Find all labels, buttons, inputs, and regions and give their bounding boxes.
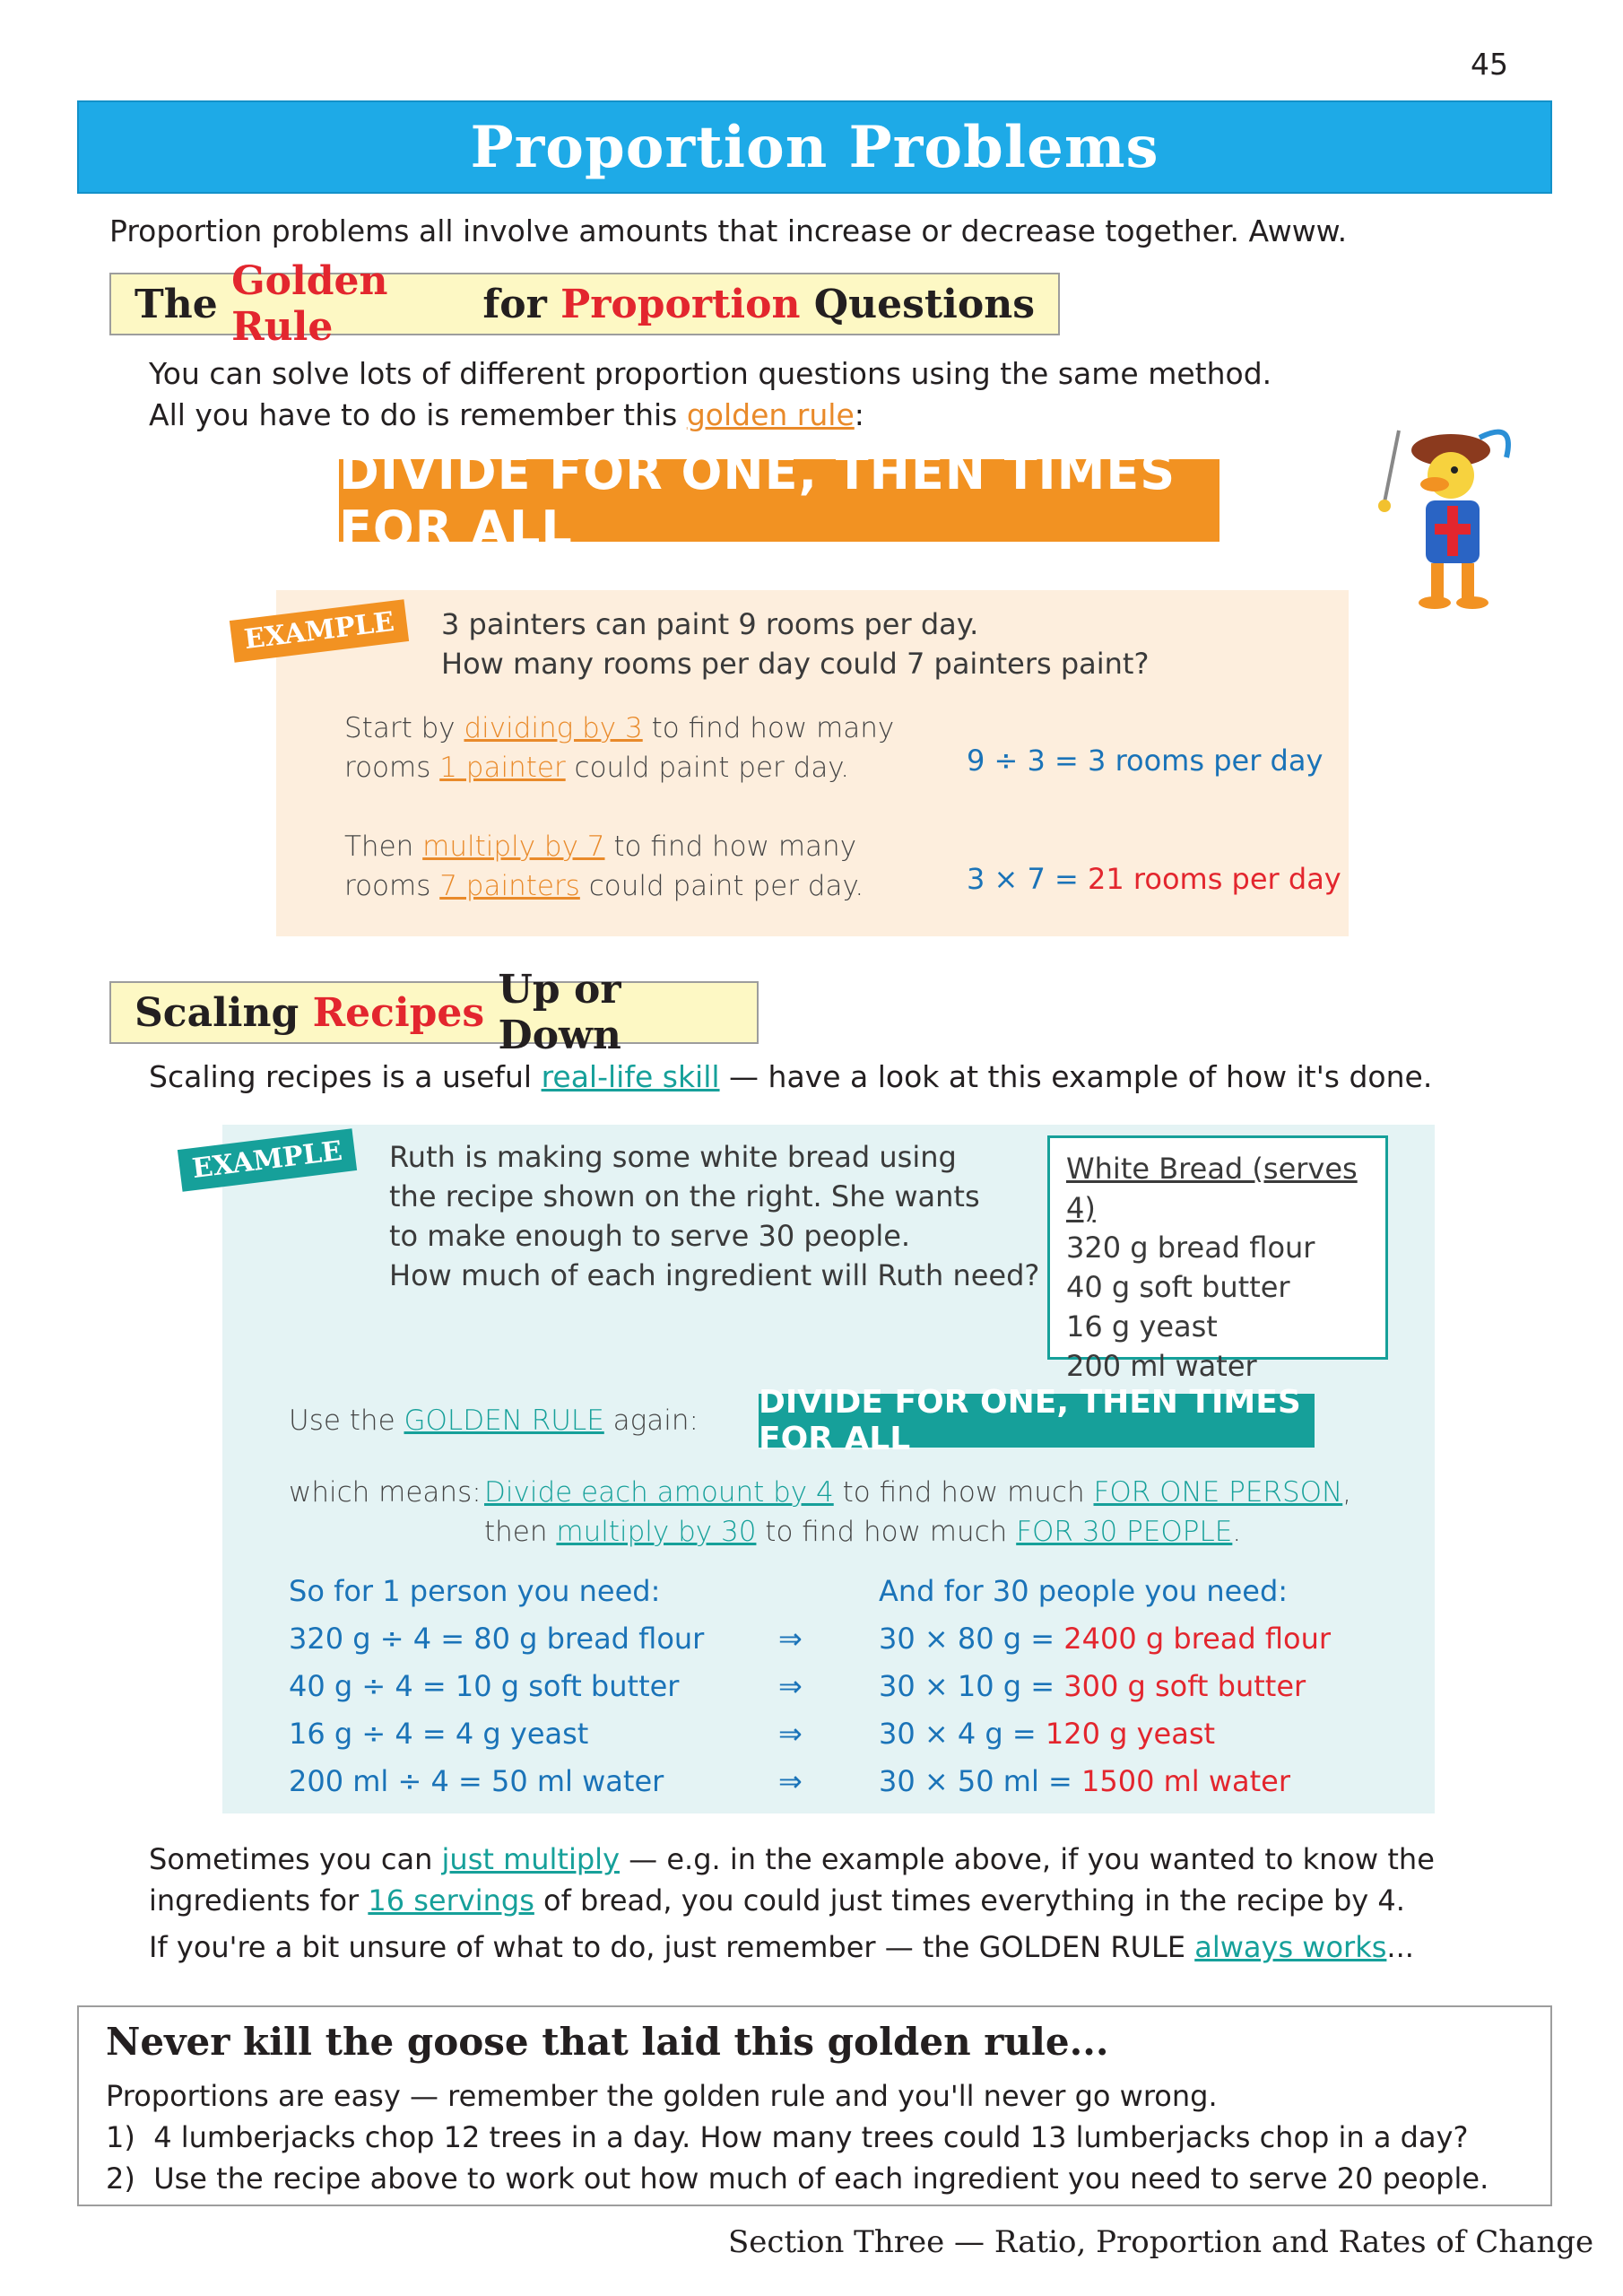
example-badge: EXAMPLE xyxy=(178,1128,357,1192)
text: of bread, you could just times everything in the recipe by 4. xyxy=(534,1883,1405,1918)
golden-rule-line: You can solve lots of different proportion questions using the same method. xyxy=(149,356,1272,391)
per-person-column xyxy=(289,1568,704,1805)
implies-arrow: ⇒ xyxy=(778,1764,803,1798)
heading-text: Up or Down xyxy=(498,967,621,1058)
text: could paint per day. xyxy=(565,752,850,784)
summary-box xyxy=(77,2005,1552,2206)
text: . xyxy=(1232,1516,1242,1548)
summary-line: Proportions are easy — remember the golden rule and you'll never go wrong. xyxy=(106,2079,1218,2113)
example2-question xyxy=(389,1137,1039,1295)
means-label: which means: xyxy=(289,1476,482,1509)
text: rooms xyxy=(344,870,440,902)
calc-row: 200 ml ÷ 4 = 50 ml water xyxy=(289,1764,664,1798)
example1-step2 xyxy=(344,827,864,906)
text: Start by xyxy=(344,712,464,744)
text: 30 × 50 ml = xyxy=(879,1764,1081,1798)
implies-arrow: ⇒ xyxy=(778,1669,803,1703)
step-link: 7 painters xyxy=(439,870,580,902)
calc-row xyxy=(879,1710,1331,1758)
text: then xyxy=(484,1516,557,1548)
question-line: How much of each ingredient will Ruth need? xyxy=(389,1258,1040,1292)
recipe-item: 200 ml water xyxy=(1066,1349,1257,1383)
question-item xyxy=(106,2158,1488,2199)
calc-row xyxy=(879,1758,1331,1805)
column-heading: And for 30 people you need: xyxy=(879,1574,1289,1608)
step-line xyxy=(344,709,894,748)
calc-row: 16 g ÷ 4 = 4 g yeast xyxy=(289,1717,589,1751)
recipe-title: White Bread (serves 4) xyxy=(1066,1152,1358,1225)
calc-row: 320 g ÷ 4 = 80 g bread flour xyxy=(289,1622,705,1656)
step-line xyxy=(344,748,894,787)
calc-row xyxy=(879,1615,1331,1663)
golden-rule-banner-text: DIVIDE FOR ONE, THEN TIMES FOR ALL xyxy=(339,444,1176,557)
means-text xyxy=(484,1473,1351,1552)
text: Sometimes you can xyxy=(149,1842,442,1876)
text: — have a look at this example of how it's done. xyxy=(719,1059,1433,1094)
step-line xyxy=(344,866,864,906)
closing-link: 16 servings xyxy=(368,1883,534,1918)
golden-rule-banner xyxy=(339,444,1219,557)
answer: 300 g soft butter xyxy=(1063,1669,1306,1703)
question-text: 4 lumberjacks chop 12 trees in a day. How many trees could 13 lumberjacks chop in a day? xyxy=(153,2120,1469,2154)
page-number: 45 xyxy=(1471,47,1508,82)
text: 30 × 4 g = xyxy=(879,1717,1046,1751)
question-number: 1) xyxy=(106,2120,135,2154)
question-item xyxy=(106,2117,1488,2158)
text: 30 × 80 g = xyxy=(879,1622,1064,1656)
golden-rule-line xyxy=(149,395,1271,436)
arrow-column xyxy=(778,1615,803,1805)
golden-rule-banner-text: DIVIDE FOR ONE, THEN TIMES FOR ALL xyxy=(759,1384,1301,1457)
question-line: 3 painters can paint 9 rooms per day. xyxy=(441,607,979,641)
step-line xyxy=(344,827,864,866)
musketeer-duck-illustration xyxy=(1372,413,1533,637)
use-golden-rule-text xyxy=(289,1401,699,1440)
means-link: Divide each amount by 4 xyxy=(484,1476,834,1509)
means-line xyxy=(484,1473,1351,1512)
question-line: Ruth is making some white bread using xyxy=(389,1140,957,1174)
title-banner xyxy=(77,100,1552,194)
question-text: Use the recipe above to work out how much of each ingredient you need to serve 20 people. xyxy=(153,2161,1489,2196)
heading-text: Scaling xyxy=(135,989,299,1036)
question-number: 2) xyxy=(106,2161,135,2196)
implies-arrow: ⇒ xyxy=(778,1717,803,1751)
means-line xyxy=(484,1512,1351,1552)
calc-row: 40 g ÷ 4 = 10 g soft butter xyxy=(289,1669,680,1703)
calc-row xyxy=(879,1663,1331,1710)
means-link: multiply by 30 xyxy=(556,1516,757,1548)
intro-text: Proportion problems all involve amounts that increase or decrease together. Awww. xyxy=(109,213,1348,248)
thirty-people-column xyxy=(879,1568,1331,1805)
text: rooms xyxy=(344,752,440,784)
recipe-item: 40 g soft butter xyxy=(1066,1270,1290,1304)
step-link: 1 painter xyxy=(439,752,566,784)
closing-line xyxy=(149,1926,1435,1968)
text: : xyxy=(854,397,864,432)
closing-link: always works xyxy=(1194,1930,1387,1964)
text: All you have to do is remember this xyxy=(149,397,687,432)
step-link: dividing by 3 xyxy=(464,712,643,744)
text: , xyxy=(1342,1476,1352,1509)
golden-rule-banner-small xyxy=(759,1384,1315,1457)
text: again: xyxy=(603,1405,699,1437)
recipe-card xyxy=(1047,1135,1388,1383)
example1-result2 xyxy=(967,859,1341,899)
text: ... xyxy=(1386,1930,1414,1964)
text: ingredients for xyxy=(149,1883,369,1918)
answer: 21 rooms per day xyxy=(1088,862,1341,896)
text: If you're a bit unsure of what to do, just remember — the GOLDEN RULE xyxy=(149,1930,1195,1964)
text: Then xyxy=(344,831,423,863)
text: — e.g. in the example above, if you wanted to know the xyxy=(620,1842,1435,1876)
golden-rule-link: golden rule xyxy=(686,397,855,432)
closing-link: just multiply xyxy=(441,1842,620,1876)
text: could paint per day. xyxy=(579,870,864,902)
implies-arrow: ⇒ xyxy=(778,1622,803,1656)
text: 30 × 10 g = xyxy=(879,1669,1064,1703)
text: to find how much xyxy=(756,1516,1017,1548)
page-title: Proportion Problems xyxy=(470,113,1159,181)
golden-rule-heading xyxy=(109,258,1060,350)
answer: 120 g yeast xyxy=(1045,1717,1216,1751)
section-footer: Section Three — Ratio, Proportion and Rates of Change xyxy=(728,2224,1594,2260)
recipes-intro xyxy=(149,1057,1432,1098)
golden-rule-text xyxy=(149,353,1271,436)
means-link: FOR 30 PEOPLE xyxy=(1016,1516,1233,1548)
recipes-heading xyxy=(109,967,759,1058)
summary-body xyxy=(106,2075,1488,2199)
golden-rule-link: GOLDEN RULE xyxy=(404,1405,604,1437)
column-heading: So for 1 person you need: xyxy=(289,1574,661,1608)
heading-highlight: Recipes xyxy=(312,989,485,1036)
example1-question xyxy=(441,604,1149,683)
text: Scaling recipes is a useful xyxy=(149,1059,542,1094)
text: 3 × 7 = xyxy=(967,862,1089,896)
text: to find how much xyxy=(833,1476,1094,1509)
heading-highlight: Golden Rule xyxy=(231,258,388,350)
text: to find how many xyxy=(604,831,857,863)
text: to find how many xyxy=(642,712,895,744)
means-link: FOR ONE PERSON xyxy=(1093,1476,1343,1509)
question-line: the recipe shown on the right. She wants xyxy=(389,1179,980,1213)
recipe-item: 16 g yeast xyxy=(1066,1309,1218,1344)
answer: 2400 g bread flour xyxy=(1063,1622,1332,1656)
closing-line xyxy=(149,1880,1435,1921)
heading-text: The xyxy=(135,281,218,327)
closing-line xyxy=(149,1839,1435,1880)
example1-result1: 9 ÷ 3 = 3 rooms per day xyxy=(967,744,1324,778)
heading-highlight: Proportion xyxy=(560,281,801,327)
question-line: to make enough to serve 30 people. xyxy=(389,1219,911,1253)
closing-text xyxy=(149,1839,1435,1968)
recipes-link: real-life skill xyxy=(541,1059,720,1094)
answer: 1500 ml water xyxy=(1081,1764,1290,1798)
example-badge: EXAMPLE xyxy=(230,599,409,663)
recipe-item: 320 g bread flour xyxy=(1066,1231,1315,1265)
text: Use the xyxy=(289,1405,404,1437)
heading-text: for xyxy=(482,281,547,327)
heading-text: Questions xyxy=(813,281,1035,327)
summary-title: Never kill the goose that laid this golden rule... xyxy=(106,2020,1109,2064)
step-link: multiply by 7 xyxy=(422,831,605,863)
example1-step1 xyxy=(344,709,894,787)
question-line: How many rooms per day could 7 painters paint? xyxy=(441,647,1150,681)
